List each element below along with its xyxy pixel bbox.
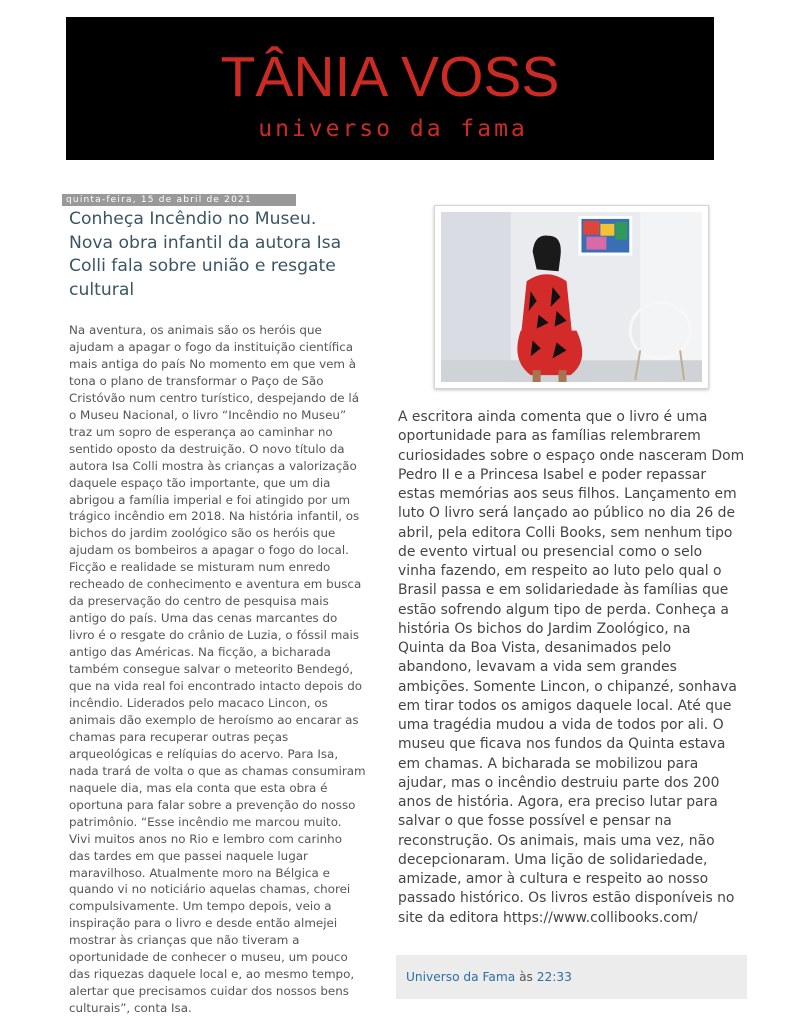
body-text-line: ajudam a apagar o fogo da instituição científica xyxy=(69,339,354,354)
body-text-line: naquele dia, mas ela conta que esta obra é xyxy=(69,780,328,795)
body-text-line: oportunidade de conhecer o museu, um pouco xyxy=(69,950,348,965)
post-title[interactable] xyxy=(69,208,369,302)
body-text-line: também consegue salvar o meteorito Bendegó, xyxy=(69,662,354,677)
footer-at-text: às xyxy=(519,970,533,984)
body-text-line: mais antiga do país No momento em que vem à xyxy=(69,356,357,371)
blog-header-banner[interactable] xyxy=(66,17,714,160)
body-text-line: das tardes em que passei naquele lugar xyxy=(69,848,308,863)
body-text-line: bichos do jardim zoológico são os heróis que xyxy=(69,526,336,541)
body-text-line: curiosidades sobre o espaço onde nasceram Dom xyxy=(398,447,745,464)
body-text-line: trágico incêndio em 2018. Na história infantil, os xyxy=(69,509,360,524)
body-text-line: o Museu Nacional, o livro “Incêndio no Museu” xyxy=(69,407,347,422)
body-text-line: estão sofrendo algum tipo de perda. Conheça a xyxy=(398,601,729,618)
body-text-line: quando vi no noticiário aquelas chamas, chorei xyxy=(69,882,351,897)
body-text-line: ambições. Somente Lincon, o chipanzé, sonhava xyxy=(398,678,737,695)
body-text-line: recheado de conhecimento e aventura em busca xyxy=(69,577,362,592)
post-title-line: Conheça Incêndio no Museu. xyxy=(69,209,317,229)
post-title-line: Colli fala sobre união e resgate xyxy=(69,256,336,276)
body-text-line: antigo das Américas. Na ficção, a bicharada xyxy=(69,645,331,660)
author-photo[interactable] xyxy=(434,205,709,389)
author-link[interactable]: Universo da Fama xyxy=(406,970,516,984)
body-text-line: salvar o que fosse possível e pensar na xyxy=(398,813,672,830)
post-title-line: Nova obra infantil da autora Isa xyxy=(69,232,342,253)
body-text-line: autora Isa Colli mostra às crianças a valorização xyxy=(69,458,357,473)
body-text-line: em chamas. A bicharada se mobilizou para xyxy=(398,755,699,772)
body-text-line: Brasil passa e em solidariedade às famílias que xyxy=(398,582,729,599)
body-text-line: Pedro II e a Princesa Isabel e poder repassar xyxy=(398,466,707,483)
body-text-line: animais dão exemplo de heroísmo ao encarar as xyxy=(69,712,359,727)
post-date: quinta-feira, 15 de abril de 2021 xyxy=(62,194,296,206)
body-text-line: uma tragédia mudou a vida de todos por ali. O xyxy=(398,717,724,733)
body-text-line: patrimônio. “Esse incêndio me marcou muito. xyxy=(69,814,342,829)
body-text-line: oportunidade para as famílias relembrarem xyxy=(398,428,701,445)
blog-subtitle: universo da fama xyxy=(258,116,528,142)
body-text-line: passado histórico. Os livros estão disponíveis no xyxy=(398,890,735,907)
body-text-line: luto O livro será lançado ao público no dia 26 de xyxy=(398,505,736,522)
body-text-line: decepcionaram. Uma lição de solidariedade, xyxy=(398,851,708,868)
body-text-line: museu que ficava nos fundos da Quinta estava xyxy=(398,736,726,753)
body-text-line: estas memórias aos seus filhos. Lançamento em xyxy=(398,486,737,502)
author-photo-image xyxy=(441,212,702,382)
body-text-line: livro é o resgate do crânio de Luzia, o fóssil mais xyxy=(69,628,360,643)
body-text-line: abandono, levavam a vida sem grandes xyxy=(398,659,677,676)
body-text-line: vinha fazendo, em respeito ao luto pelo qual o xyxy=(398,563,722,579)
body-text-line: oportuna para falar sobre a prevenção do nosso xyxy=(69,797,356,812)
body-text-line: que na vida real foi encontrado intacto depois do xyxy=(69,679,363,694)
body-text-line: Vivi muitos anos no Rio e lembro com carinho xyxy=(69,831,342,846)
body-text-line: de evento virtual ou presencial como o selo xyxy=(398,543,703,560)
blog-title: TÂNIA VOSS xyxy=(220,45,560,109)
body-text-line: amizade, amor à cultura e respeito ao nosso xyxy=(398,871,709,887)
body-text-line: culturais”, conta Isa. xyxy=(69,1001,192,1016)
body-text-line: reconstrução. Os animais, mais uma vez, não xyxy=(398,832,715,849)
body-text-line: abrigou a família imperial e foi atingido por um xyxy=(69,492,351,507)
body-text-line: compulsivamente. Um tempo depois, veio a xyxy=(69,899,332,914)
timestamp-link[interactable]: 22:33 xyxy=(536,970,572,984)
body-text-line: incêndio. Liderados pelo macaco Lincon, os xyxy=(69,695,328,710)
body-text-line: chamas para recuperar outras peças xyxy=(69,729,289,744)
post-body-right xyxy=(398,408,748,928)
body-text-line: traz um sopro de esperança ao caminhar no xyxy=(69,424,333,439)
body-text-line: Quinta da Boa Vista, desanimados pelo xyxy=(398,640,672,656)
body-text-line: maravilhoso. Atualmente moro na Bélgica e xyxy=(69,865,330,880)
body-text-line: das riquezas daquele local e, ao mesmo tempo, xyxy=(69,967,355,982)
body-text-line: arqueológicas e relíquias do acervo. Para Isa, xyxy=(69,746,339,761)
body-text-line: anos de história. Agora, era preciso lutar para xyxy=(398,794,718,810)
body-text-line: ajudam os bombeiros a apagar o fogo do local. xyxy=(69,543,349,558)
body-text-line: mostrar às crianças que não tiveram a xyxy=(69,933,300,948)
body-text-line: Cristóvão num centro turístico, despejando de lá xyxy=(69,390,359,405)
body-text-line: em tirar todos os amigos daquele local. Até que xyxy=(398,697,732,714)
body-text-line: da preservação do centro de pesquisa mais xyxy=(69,594,329,609)
post-footer xyxy=(396,955,747,999)
body-text-line: daquele espaço tão importante, que um dia xyxy=(69,475,331,490)
body-text-line: alertar que precisamos cuidar dos nossos bens xyxy=(69,984,349,999)
body-text-line: antigo do país. Uma das cenas marcantes do xyxy=(69,611,338,626)
body-text-line: tona o plano de transformar o Paço de São xyxy=(69,373,324,388)
post-title-line: cultural xyxy=(69,279,135,300)
body-text-line: nada trará de volta o que as chamas consumiram xyxy=(69,763,366,778)
body-text-line: Na aventura, os animais são os heróis que xyxy=(69,323,322,337)
body-text-line: A escritora ainda comenta que o livro é uma xyxy=(398,409,708,425)
body-text-line: Ficção e realidade se misturam num enredo xyxy=(69,560,331,575)
body-text-line: ajudar, mas o incêndio destruiu parte dos 200 xyxy=(398,774,720,791)
body-text-line: abril, pela editora Colli Books, sem nenhum tipo xyxy=(398,524,733,541)
body-text-line: história Os bichos do Jardim Zoológico, na xyxy=(398,620,691,637)
post-body-left xyxy=(69,322,369,1017)
body-text-line: inspiração para o livro e desde então almejei xyxy=(69,916,338,931)
body-text-line: site da editora https://www.collibooks.com/ xyxy=(398,909,698,926)
body-text-line: sentido oposto da destruição. O novo título da xyxy=(69,441,345,456)
